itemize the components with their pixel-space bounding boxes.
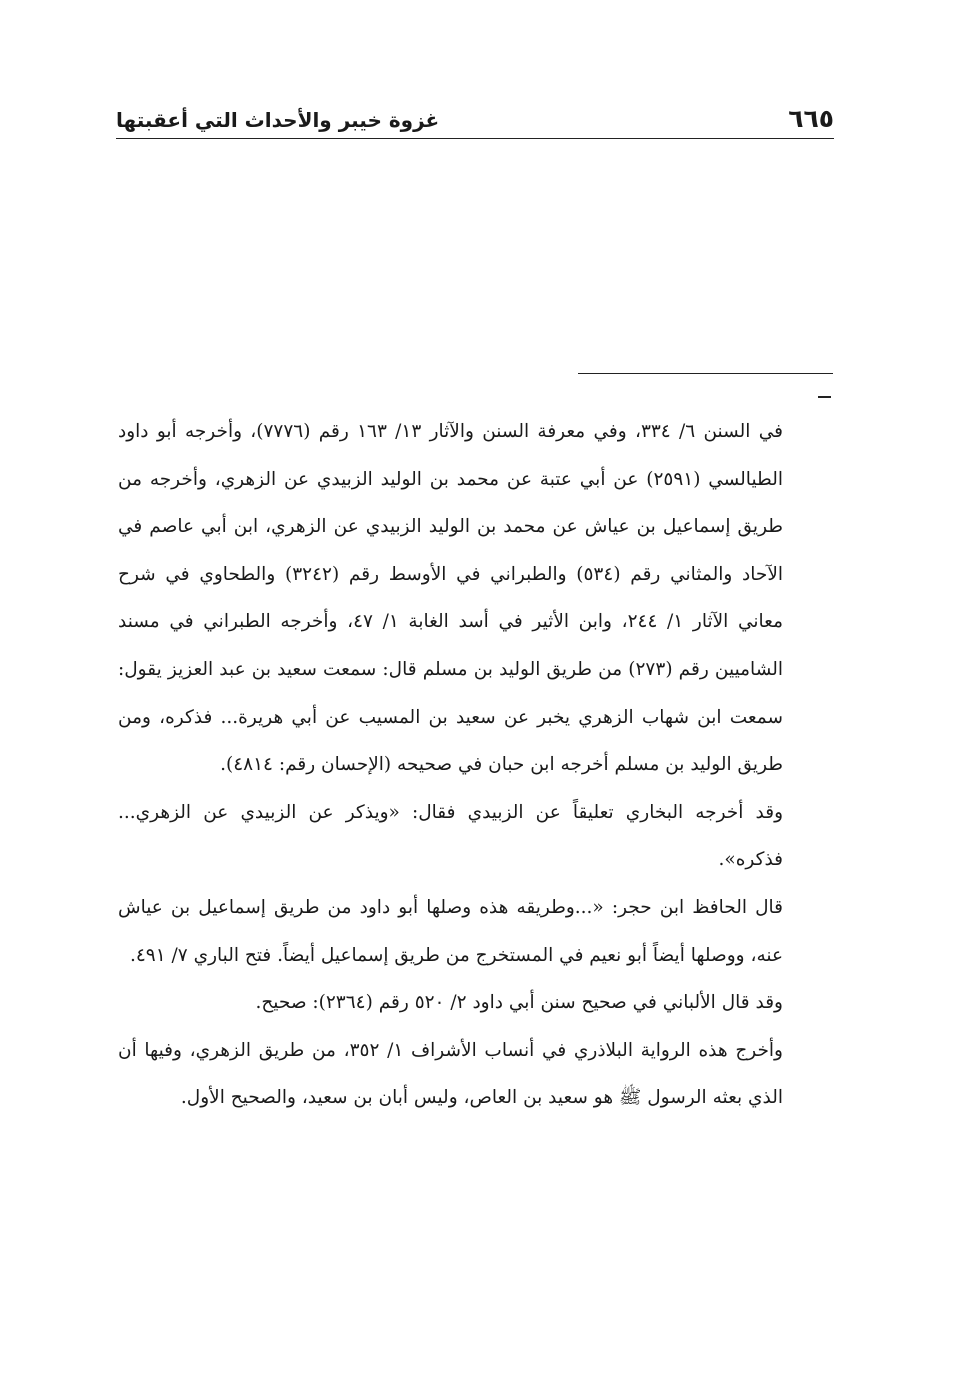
header-divider — [116, 138, 834, 139]
footnotes-block — [118, 408, 783, 1122]
running-title: غزوة خيبر والأحداث التي أعقبتها — [116, 108, 440, 132]
footnote-paragraph: قال الحافظ ابن حجر: «...وطريقه هذه وصلها أبو داود من طريق إسماعيل بن عياش عنه، ووصلها أيضاً أبو نعيم في المستخرج من طريق إسماعيل أيضاً. فتح الباري ٧/ ٤٩١. — [118, 896, 783, 966]
footnote-separator — [578, 373, 833, 374]
page-number: ٦٦٥ — [788, 104, 834, 133]
footnote-paragraph: في السنن ٦/ ٣٣٤، وفي معرفة السنن والآثار ١٣/ ١٦٣ رقم (٧٧٧٦)، وأخرجه أبو داود الطيالسي (٢٥٩١) عن أبي عتبة عن محمد بن الوليد الزبيدي عن الزهري، وأخرجه من طريق إسماعيل بن عياش عن محمد بن الوليد الزبيدي عن الزهري، ابن أبي عاصم في الآحاد والمثاني رقم (٥٣٤) والطبراني في الأوسط رقم (٣٢٤٢) والطحاوي في شرح معاني الآثار ١/ ٢٤٤، وابن الأثير في أسد الغابة ١/ ٤٧، وأخرجه الطبراني في مسند الشاميين رقم (٢٧٣) من طريق الوليد بن مسلم قال: سمعت سعيد بن عبد العزيز يقول: سمعت ابن شهاب الزهري يخبر عن سعيد بن المسيب عن أبي هريرة... فذكره، ومن طريق الوليد بن مسلم أخرجه ابن حبان في صحيحه (الإحسان رقم: ٤٨١٤). — [118, 421, 784, 776]
continuation-dash — [818, 396, 831, 398]
footnote-paragraph: وقد قال الألباني في صحيح سنن أبي داود ٢/ ٥٢٠ رقم (٢٣٦٤): صحيح. — [255, 992, 783, 1014]
footnote-paragraph: وأخرج هذه الرواية البلاذري في أنساب الأشراف ١/ ٣٥٢، من طريق الزهري، وفيها أن الذي بعثه الرسول ﷺ هو سعيد بن العاص، وليس أبان بن سعيد، والصحيح الأول. — [118, 1039, 783, 1109]
footnote-paragraph: وقد أخرجه البخاري تعليقاً عن الزبيدي فقال: «ويذكر عن الزبيدي عن الزهري... فذكره». — [118, 801, 783, 871]
page-header — [116, 103, 834, 139]
